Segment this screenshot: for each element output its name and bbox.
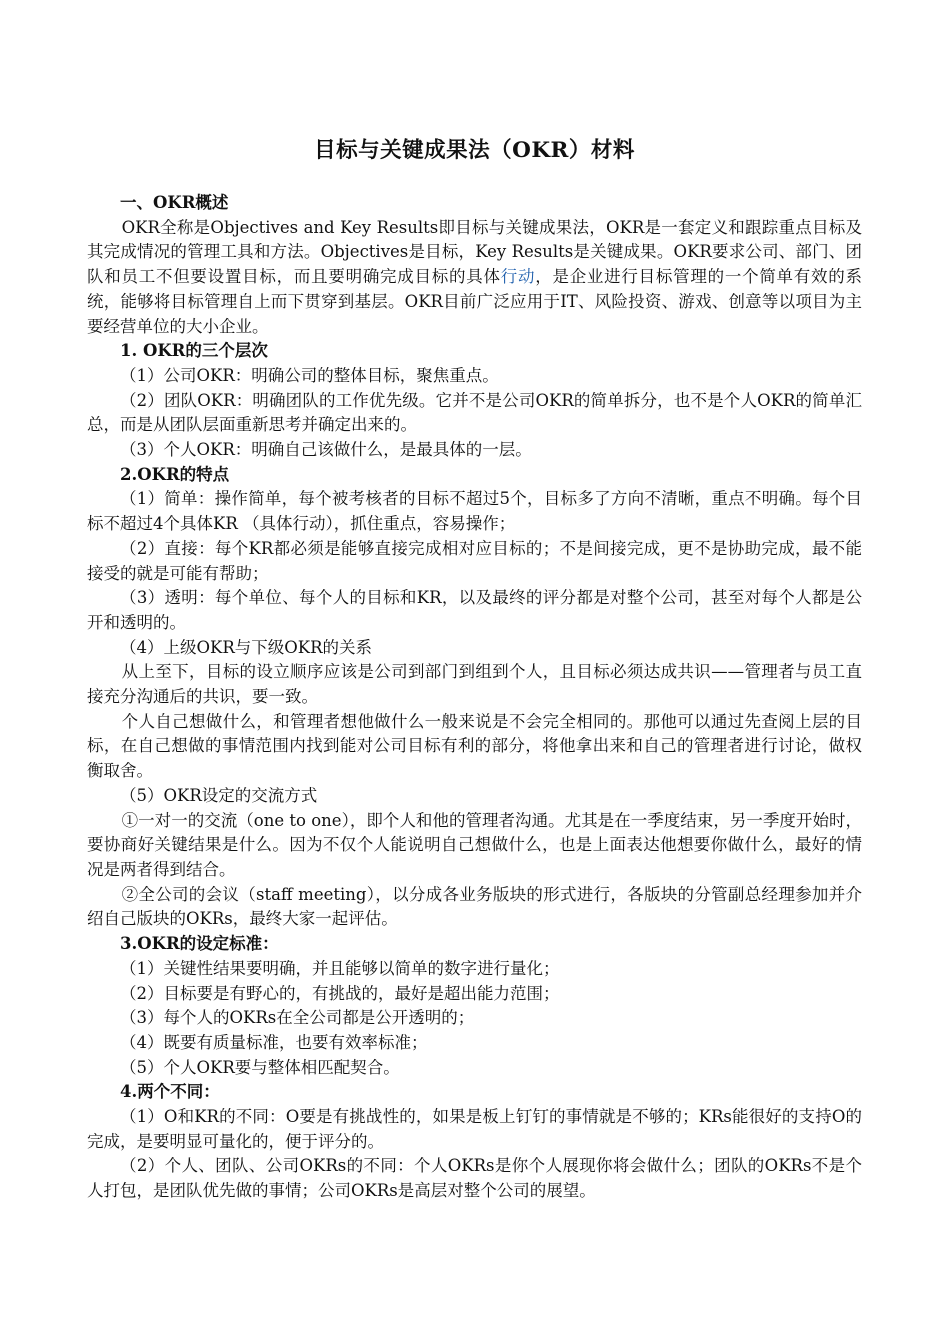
subheading-features: 2.OKR的特点 (120, 464, 230, 484)
communication-label: （5）OKR设定的交流方式 (120, 785, 318, 805)
difference-item: （2）个人、团队、公司OKRs的不同：个人OKRs是你个人展现你将会做什么；团队的OKRs不是个人打包，是团队优先做的事情；公司OKRs是高层对整个公司的展望。 (87, 1156, 862, 1201)
standard-item: （5）个人OKR要与整体相匹配契合。 (120, 1057, 400, 1077)
standard-item: （3）每个人的OKRs在全公司都是公开透明的； (120, 1008, 475, 1028)
feature-item: （4）上级OKR与下级OKR的关系 (120, 637, 373, 657)
feature-item: （3）透明：每个单位、每个人的目标和KR，以及最终的评分都是对整个公司，甚至对每个人都是公开和透明的。 (87, 588, 862, 632)
communication-paragraph: ②全公司的会议（staff meeting），以分成各业务版块的形式进行，各版块的分管副总经理参加并介绍自己版块的OKRs，最终大家一起评估。 (87, 884, 862, 929)
document-title: 目标与关键成果法（OKR）材料 (314, 138, 635, 163)
standard-item: （2）目标要是有野心的，有挑战的，最好是超出能力范围； (120, 983, 560, 1003)
standard-item: （1）关键性结果要明确，并且能够以简单的数字进行量化； (120, 958, 560, 978)
relation-paragraph: 从上至下，目标的设立顺序应该是公司到部门到组到个人，且目标必须达成共识——管理者与员工直接充分沟通后的共识，要一致。 (87, 662, 862, 707)
subheading-levels: 1. OKR的三个层次 (120, 341, 268, 361)
feature-item: （1）简单：操作简单，每个被考核者的目标不超过5个，目标多了方向不清晰，重点不明确。每个目标不超过4个具体KR （具体行动），抓住重点，容易操作； (87, 489, 862, 534)
section-heading-overview: 一、OKR概述 (120, 193, 229, 212)
subheading-differences: 4.两个不同： (120, 1082, 220, 1102)
overview-paragraph (87, 216, 862, 340)
feature-item: （2）直接：每个KR都必须是能够直接完成相对应目标的；不是间接完成，更不是协助完成，最不能接受的就是可能有帮助； (87, 538, 862, 583)
standard-item: （4）既要有质量标准，也要有效率标准； (120, 1032, 428, 1052)
level-item: （1）公司OKR：明确公司的整体目标，聚焦重点。 (120, 365, 499, 385)
difference-item: （1）O和KR的不同：O要是有挑战性的，如果是板上钉钉的事情就是不够的；KRs能很好的支持O的完成，是要明显可量化的，便于评分的。 (87, 1107, 862, 1151)
overview-text-b: ，是企业进行目标管理的一个简单有效的系统，能够将目标管理自上而下贯穿到基层。OKR目前广泛应用于IT、风险投资、游戏、创意等以项目为主要经营单位的大小企业。 (87, 267, 863, 336)
action-link[interactable]: 行动 (500, 267, 536, 287)
subheading-standards: 3.OKR的设定标准： (120, 934, 279, 954)
level-item: （2）团队OKR：明确团队的工作优先级。它并不是公司OKR的简单拆分，也不是个人OKR的简单汇总，而是从团队层面重新思考并确定出来的。 (87, 390, 862, 435)
relation-paragraph: 个人自己想做什么，和管理者想他做什么一般来说是不会完全相同的。那他可以通过先查阅上层的目标，在自己想做的事情范围内找到能对公司目标有利的部分，将他拿出来和自己的管理者进行讨论，做权衡取舍。 (87, 711, 862, 781)
overview-text-a: OKR全称是Objectives and Key Results即目标与关键成果法，OKR是一套定义和跟踪重点目标及其完成情况的管理工具和方法。Objectives是目标，Key Results是关键成果。OKR要求公司、部门、团队和员工不但要设置目标，而且要明确完成目标的具体 (87, 217, 862, 287)
level-item: （3）个人OKR：明确自己该做什么，是最具体的一层。 (120, 440, 532, 460)
communication-paragraph: ①一对一的交流（one to one），即个人和他的管理者沟通。尤其是在一季度结束，另一季度开始时，要协商好关键结果是什么。因为不仅个人能说明自己想做什么，也是上面表达他想要你做什么，最好的情况是两者得到结合。 (87, 810, 862, 879)
